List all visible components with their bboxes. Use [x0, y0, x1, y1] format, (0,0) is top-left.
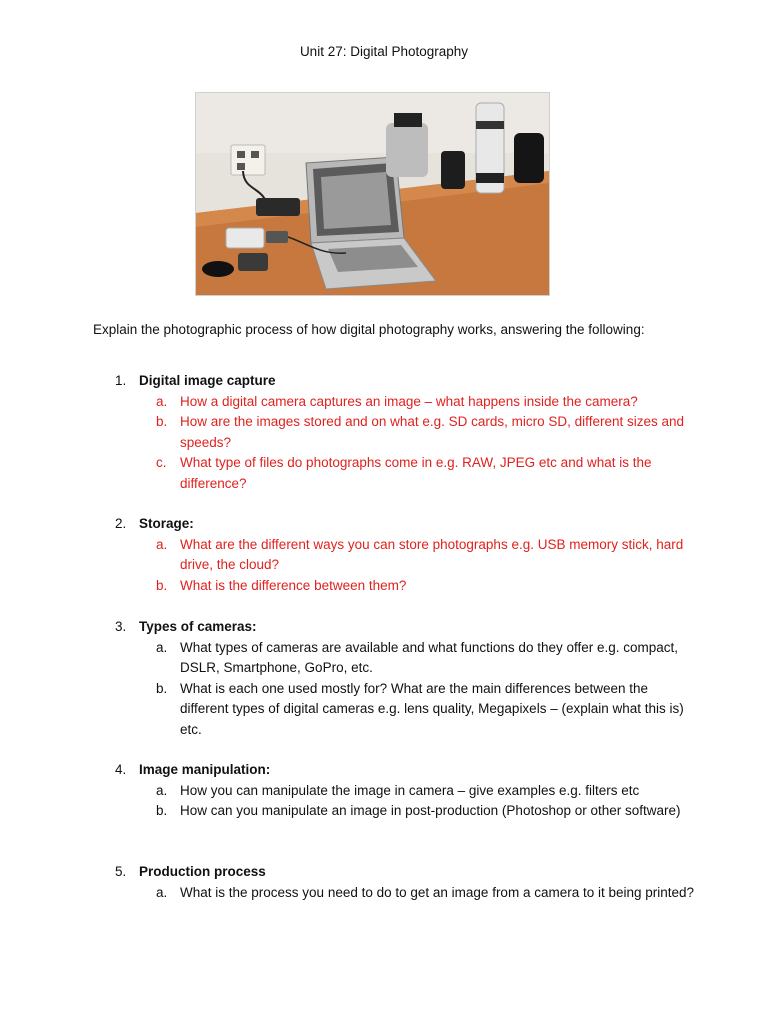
section-heading [115, 371, 695, 392]
intro-paragraph: Explain the photographic process of how digital photography works, answering the following: [93, 322, 645, 337]
list-item [115, 412, 695, 453]
list-item-letter: c. [156, 455, 167, 470]
list-item-text: How can you manipulate an image in post-production (Photoshop or other software) [180, 803, 681, 818]
list-item [115, 392, 695, 413]
section-heading [115, 514, 695, 535]
section-heading [115, 617, 695, 638]
section-number: 5. [115, 864, 127, 879]
list-item [115, 576, 695, 597]
list-item-letter: a. [156, 782, 168, 798]
list-item [115, 453, 695, 494]
list-item-letter: a. [156, 639, 168, 655]
section-heading [115, 760, 695, 781]
list-item-letter: a. [156, 884, 168, 900]
list-item-text: What types of cameras are available and what functions do they offer e.g. compact, DSLR, Smartphone, GoPro, etc. [180, 639, 679, 675]
list-item-letter: b. [156, 577, 168, 593]
list-item-letter: a. [156, 393, 168, 409]
list-item-text: What type of files do photographs come in e.g. RAW, JPEG etc and what is the difference? [180, 455, 652, 491]
section-number: 3. [115, 619, 127, 634]
section-title: Storage: [139, 516, 194, 531]
list-item-text: What are the different ways you can store photographs e.g. USB memory stick, hard drive, the cloud? [180, 536, 684, 572]
list-item [115, 801, 695, 822]
section-1 [115, 371, 695, 494]
list-item-text: How are the images stored and on what e.g. SD cards, micro SD, different sizes and speeds? [180, 414, 684, 450]
list-item [115, 638, 695, 679]
page-title: Unit 27: Digital Photography [299, 44, 469, 59]
section-number: 2. [115, 516, 127, 531]
section-title: Digital image capture [139, 373, 276, 388]
section-number: 4. [115, 762, 127, 777]
desk-photo [195, 92, 550, 296]
list-item-text: How you can manipulate the image in camera – give examples e.g. filters etc [180, 782, 640, 798]
list-item-text: What is the difference between them? [180, 577, 407, 593]
section-heading [115, 862, 695, 883]
list-item-text: What is each one used mostly for? What are the main differences between the different types of digital cameras e.g. lens quality, Megapixels – (explain what this is) etc. [180, 680, 684, 737]
list-item-text: What is the process you need to do to get an image from a camera to it being printed? [180, 884, 695, 900]
section-3 [115, 617, 695, 740]
list-item [115, 781, 695, 802]
section-4 [115, 760, 695, 822]
section-2 [115, 514, 695, 596]
list-item-letter: b. [156, 680, 168, 696]
section-number: 1. [115, 373, 127, 388]
desk-photo-illustration [196, 93, 549, 295]
list-item [115, 535, 695, 576]
list-item-letter: a. [156, 536, 168, 552]
section-title: Types of cameras: [139, 619, 257, 634]
section-5 [115, 862, 695, 903]
section-title: Production process [139, 864, 266, 879]
list-item-letter: b. [156, 414, 168, 429]
list-item-letter: b. [156, 803, 168, 818]
list-item [115, 679, 695, 741]
list-item [115, 883, 695, 904]
section-title: Image manipulation: [139, 762, 271, 777]
list-item-text: How a digital camera captures an image – what happens inside the camera? [180, 393, 638, 409]
